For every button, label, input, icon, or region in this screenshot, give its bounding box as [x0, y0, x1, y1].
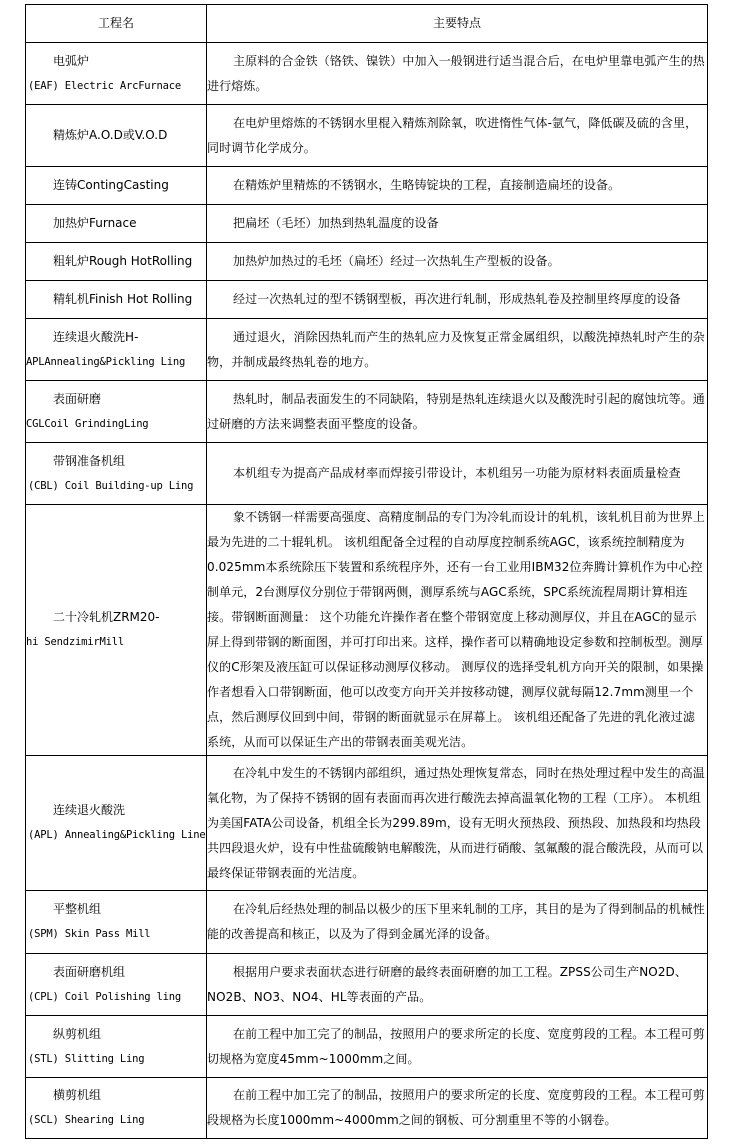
process-description-cell — [207, 167, 708, 205]
header-process-name: 工程名 — [26, 5, 207, 43]
process-name-cell — [26, 1016, 207, 1078]
process-description: 象不锈钢一样需要高强度、高精度制品的专门为冷轧而设计的轧机，该轧机目前为世界上最为先进的二十辊轧机。 该机组配备全过程的自动厚度控制系统AGC，该系统控制精度为0.025mm本系统除压下装置和系统程序外，还有一台工业用IBM32位奔腾计算机作为中心控制单元，2台测厚仪分别位于带钢两侧，测厚系统与AGC系统，SPC系统流程周期计算相连接。带钢断面测量： 这个功能允许操作者在整个带钢宽度上移动测厚仪，并且在AGC的显示屏上得到带钢的断面图，并可打印出来。这样，操作者可以精确地设定参数和控制板型。测厚仪的C形架及液压缸可以保证移动测厚仪移动。 测厚仪的选择受轧机方向开关的限制，如果操作者想看入口带钢断面，他可以改变方向开关并按移动键，测厚仪就每隔12.7mm测里一个点，然后测厚仪回到中间，带钢的断面就显示在屏幕上。 该机组还配备了先进的乳化液过滤系统，从而可以保证生产出的带钢表面美观光洁。 — [207, 510, 705, 749]
process-name-cell — [26, 756, 207, 891]
process-name: 精炼炉A.O.D或V.O.D — [53, 128, 168, 142]
process-name-cell — [26, 443, 207, 505]
table-row — [26, 167, 708, 205]
process-name-cell — [26, 43, 207, 105]
process-description: 根据用户要求表面状态进行研磨的最终表面研磨的加工工程。ZPSS公司生产NO2D、NO2B、NO3、NO4、HL等表面的产品。 — [207, 964, 687, 1004]
process-name: 表面研磨 — [53, 391, 102, 406]
table-row — [26, 319, 708, 381]
table-row — [26, 443, 708, 505]
process-description: 把扁坯（毛坯）加热到热轧温度的设备 — [233, 216, 439, 230]
process-name: 精轧机Finish Hot Rolling — [53, 292, 193, 306]
process-name: 横剪机组 — [53, 1088, 102, 1102]
process-description-cell — [207, 243, 708, 281]
process-description-cell — [207, 954, 708, 1016]
process-name-cell — [26, 205, 207, 243]
process-name: 二十冷轧机ZRM20- — [53, 610, 160, 624]
process-description: 加热炉加热过的毛坯（扁坯）经过一次热轧生产型板的设备。 — [233, 254, 560, 268]
process-name: 加热炉Furnace — [53, 216, 137, 230]
process-name-en: (SCL) Shearing Ling — [28, 1114, 145, 1126]
process-name: 连续退火酸洗 — [53, 803, 126, 817]
process-name-cell — [26, 381, 207, 443]
process-name: 带钢准备机组 — [53, 453, 126, 468]
table-row — [26, 954, 708, 1016]
table-row — [26, 205, 708, 243]
process-description: 主原料的合金铁（铬铁、镍铁）中加入一般钢进行适当混合后，在电炉里靠电弧产生的热进行熔炼。 — [207, 53, 705, 93]
table-row — [26, 756, 708, 891]
process-description: 在冷轧后经热处理的制品以极少的压下里来轧制的工序，其目的是为了得到制品的机械性能的改善提高和核正，以及为了得到金属光泽的设备。 — [207, 902, 705, 941]
process-description-cell — [207, 505, 708, 756]
process-name: 连铸ContingCasting — [53, 178, 169, 192]
process-name-cell — [26, 505, 207, 756]
process-name-cell — [26, 891, 207, 954]
process-name-cell — [26, 954, 207, 1016]
process-description-cell — [207, 1078, 708, 1139]
process-description: 在前工程中加工完了的制品，按照用户的要求所定的长度、宽度剪段的工程。本工程可剪段规格为长度1000mm~4000mm之间的钢板、可分割重里不等的小钢卷。 — [207, 1088, 705, 1127]
process-description-cell — [207, 105, 708, 167]
process-description: 本机组专为提高产品成材率而焊接引带设计，本机组另一功能为原材料表面质量检查 — [233, 466, 681, 480]
process-name-en: APLAnnealing&Pickling Ling — [26, 355, 186, 368]
process-name-cell — [26, 105, 207, 167]
process-name-en: (APL) Annealing&Pickling Line — [28, 829, 206, 841]
process-description-cell — [207, 443, 708, 505]
process-name: 平整机组 — [53, 902, 102, 916]
process-description-cell — [207, 205, 708, 243]
table-row — [26, 891, 708, 954]
process-name-cell — [26, 167, 207, 205]
process-description: 在电炉里熔炼的不锈钢水里棍入精炼剂除氧，吹进惰性气体-氩气，降低碳及硫的含里，同时调节化学成分。 — [207, 115, 698, 155]
process-name: 粗轧炉Rough HotRolling — [53, 254, 193, 268]
process-name-en: (CPL) Coil Polishing ling — [28, 990, 182, 1003]
process-name-cell — [26, 1078, 207, 1139]
process-name-en: hi SendzimirMill — [26, 636, 124, 648]
process-name-en: (EAF) Electric ArcFurnace — [28, 79, 182, 92]
table-row — [26, 1016, 708, 1078]
process-name: 电弧炉 — [53, 53, 90, 68]
table-row — [26, 43, 708, 105]
process-description-cell — [207, 891, 708, 954]
table-row — [26, 1078, 708, 1139]
process-description: 在冷轧中发生的不锈钢内部组织，通过热处理恢复常态，同时在热处理过程中发生的高温氧化物，为了保持不锈钢的固有表面而再次进行酸洗去掉高温氧化物的工程（工序）。 本机组为美国FATA公司设备，机组全长为299.89m，设有无明火预热段、预热段、加热段和均热段共四段退火炉，设有中性盐硫酸钠电解酸洗，从而进行硝酸、氢氟酸的混合酸洗段，从而可以最终保证带钢表面的光洁度。 — [207, 765, 705, 880]
process-name: 表面研磨机组 — [53, 964, 126, 979]
process-name-en: (SPM) Skin Pass Mill — [28, 928, 151, 940]
process-table — [25, 4, 708, 1139]
process-description-cell — [207, 756, 708, 891]
process-name-cell — [26, 281, 207, 319]
table-row — [26, 243, 708, 281]
process-description: 通过退火，消除因热轧而产生的热轧应力及恢复正常金属组织，以酸洗掉热轧时产生的杂物，并制成最终热轧卷的地方。 — [207, 329, 705, 369]
table-row — [26, 281, 708, 319]
process-description-cell — [207, 281, 708, 319]
process-description: 热轧时，制品表面发生的不同缺陷，特别是热轧连续退火以及酸洗时引起的腐蚀坑等。通过研磨的方法来调整表面平整度的设备。 — [207, 391, 705, 431]
table-row — [26, 505, 708, 756]
process-name: 连续退火酸洗H- — [53, 329, 139, 344]
process-name: 纵剪机组 — [53, 1026, 102, 1041]
process-description-cell — [207, 319, 708, 381]
process-description: 经过一次热轧过的型不锈钢型板，再次进行轧制，形成热轧卷及控制里终厚度的设备 — [233, 292, 681, 306]
process-name-en: (STL) Slitting Ling — [28, 1052, 145, 1065]
table-row — [26, 105, 708, 167]
header-main-features: 主要特点 — [207, 5, 708, 43]
process-description-cell — [207, 43, 708, 105]
process-description: 在精炼炉里精炼的不锈钢水，生略铸锭块的工程，直接制造扁坯的设备。 — [233, 178, 621, 192]
process-name-cell — [26, 319, 207, 381]
process-name-cell — [26, 243, 207, 281]
process-description-cell — [207, 1016, 708, 1078]
table-row — [26, 381, 708, 443]
process-name-en: CGLCoil GrindingLing — [26, 417, 149, 430]
process-description-cell — [207, 381, 708, 443]
process-description: 在前工程中加工完了的制品，按照用户的要求所定的长度、宽度剪段的工程。本工程可剪切规格为宽度45mm~1000mm之间。 — [207, 1026, 705, 1066]
header-row — [26, 5, 708, 43]
process-name-en: (CBL) Coil Building-up Ling — [28, 479, 194, 492]
